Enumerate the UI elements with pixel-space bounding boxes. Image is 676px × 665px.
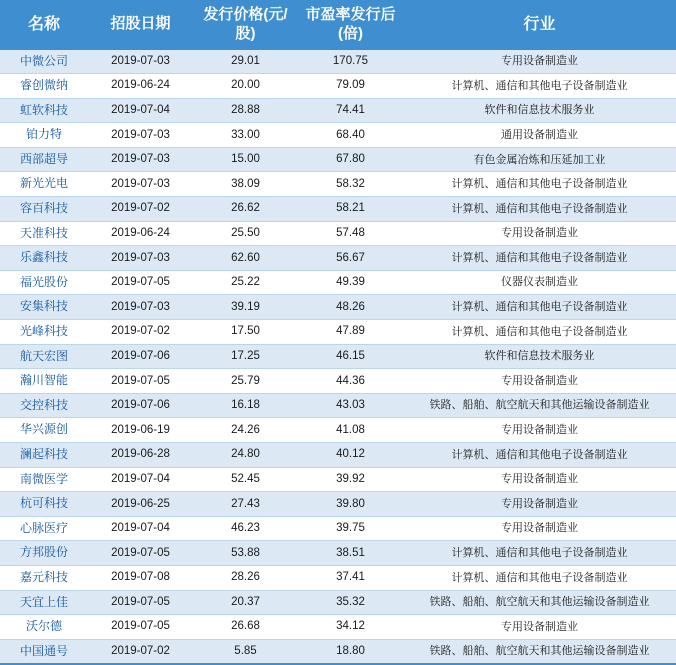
column-header-pe: 市盈率发行后(倍) (298, 0, 403, 50)
cell-offering-date: 2019-07-03 (88, 246, 193, 271)
column-header-industry: 行业 (403, 0, 676, 50)
cell-offering-date: 2019-06-19 (88, 418, 193, 443)
cell-industry: 有色金属冶炼和压延加工业 (403, 147, 676, 172)
cell-pe-ratio: 170.75 (298, 50, 403, 74)
cell-stock-name: 方邦股份 (0, 541, 88, 566)
cell-offering-date: 2019-07-05 (88, 590, 193, 615)
cell-issue-price: 17.25 (193, 344, 298, 369)
table-row (0, 147, 676, 172)
cell-stock-name: 铂力特 (0, 123, 88, 148)
cell-pe-ratio: 68.40 (298, 123, 403, 148)
table-row (0, 467, 676, 492)
cell-offering-date: 2019-07-02 (88, 320, 193, 345)
table-body (0, 50, 676, 665)
cell-offering-date: 2019-06-25 (88, 492, 193, 517)
table-row (0, 492, 676, 517)
cell-stock-name: 福光股份 (0, 270, 88, 295)
table-row (0, 443, 676, 468)
cell-offering-date: 2019-07-05 (88, 270, 193, 295)
cell-offering-date: 2019-07-02 (88, 639, 193, 664)
cell-pe-ratio: 35.32 (298, 590, 403, 615)
cell-pe-ratio: 58.21 (298, 197, 403, 222)
cell-pe-ratio: 46.15 (298, 344, 403, 369)
cell-industry: 计算机、通信和其他电子设备制造业 (403, 295, 676, 320)
cell-stock-name: 容百科技 (0, 197, 88, 222)
cell-stock-name: 虹软科技 (0, 98, 88, 123)
cell-industry: 专用设备制造业 (403, 492, 676, 517)
table-row (0, 565, 676, 590)
cell-pe-ratio: 58.32 (298, 172, 403, 197)
cell-pe-ratio: 39.75 (298, 516, 403, 541)
cell-industry: 专用设备制造业 (403, 369, 676, 394)
cell-stock-name: 瀚川智能 (0, 369, 88, 394)
cell-issue-price: 25.22 (193, 270, 298, 295)
cell-offering-date: 2019-07-03 (88, 172, 193, 197)
cell-offering-date: 2019-07-05 (88, 541, 193, 566)
cell-industry: 软件和信息技术服务业 (403, 98, 676, 123)
table-row (0, 246, 676, 271)
cell-issue-price: 17.50 (193, 320, 298, 345)
cell-pe-ratio: 67.80 (298, 147, 403, 172)
cell-issue-price: 62.60 (193, 246, 298, 271)
cell-industry: 计算机、通信和其他电子设备制造业 (403, 246, 676, 271)
cell-issue-price: 5.85 (193, 639, 298, 664)
cell-stock-name: 嘉元科技 (0, 565, 88, 590)
cell-stock-name: 南微医学 (0, 467, 88, 492)
table-row (0, 50, 676, 74)
cell-industry: 软件和信息技术服务业 (403, 344, 676, 369)
cell-issue-price: 20.37 (193, 590, 298, 615)
cell-stock-name: 中微公司 (0, 50, 88, 74)
table-row (0, 320, 676, 345)
cell-pe-ratio: 74.41 (298, 98, 403, 123)
cell-stock-name: 中国通号 (0, 639, 88, 664)
cell-industry: 计算机、通信和其他电子设备制造业 (403, 320, 676, 345)
cell-industry: 铁路、船舶、航空航天和其他运输设备制造业 (403, 393, 676, 418)
cell-pe-ratio: 48.26 (298, 295, 403, 320)
cell-issue-price: 53.88 (193, 541, 298, 566)
cell-pe-ratio: 57.48 (298, 221, 403, 246)
cell-stock-name: 乐鑫科技 (0, 246, 88, 271)
cell-stock-name: 航天宏图 (0, 344, 88, 369)
cell-offering-date: 2019-07-08 (88, 565, 193, 590)
table-row (0, 590, 676, 615)
table-row (0, 197, 676, 222)
table-row (0, 172, 676, 197)
table-row (0, 541, 676, 566)
cell-pe-ratio: 56.67 (298, 246, 403, 271)
cell-issue-price: 46.23 (193, 516, 298, 541)
cell-offering-date: 2019-06-24 (88, 221, 193, 246)
cell-offering-date: 2019-07-06 (88, 344, 193, 369)
cell-pe-ratio: 38.51 (298, 541, 403, 566)
cell-pe-ratio: 43.03 (298, 393, 403, 418)
cell-stock-name: 西部超导 (0, 147, 88, 172)
cell-issue-price: 25.50 (193, 221, 298, 246)
cell-pe-ratio: 41.08 (298, 418, 403, 443)
cell-industry: 铁路、船舶、航空航天和其他运输设备制造业 (403, 590, 676, 615)
cell-issue-price: 27.43 (193, 492, 298, 517)
cell-industry: 计算机、通信和其他电子设备制造业 (403, 172, 676, 197)
cell-stock-name: 光峰科技 (0, 320, 88, 345)
cell-offering-date: 2019-07-05 (88, 615, 193, 640)
cell-issue-price: 39.19 (193, 295, 298, 320)
cell-pe-ratio: 39.92 (298, 467, 403, 492)
cell-issue-price: 26.68 (193, 615, 298, 640)
cell-pe-ratio: 39.80 (298, 492, 403, 517)
cell-offering-date: 2019-07-03 (88, 147, 193, 172)
cell-industry: 计算机、通信和其他电子设备制造业 (403, 74, 676, 99)
cell-pe-ratio: 47.89 (298, 320, 403, 345)
cell-issue-price: 52.45 (193, 467, 298, 492)
cell-offering-date: 2019-07-05 (88, 369, 193, 394)
cell-stock-name: 沃尔德 (0, 615, 88, 640)
table-row (0, 98, 676, 123)
table-row (0, 639, 676, 664)
column-header-name: 名称 (0, 0, 88, 50)
cell-issue-price: 24.80 (193, 443, 298, 468)
cell-industry: 专用设备制造业 (403, 516, 676, 541)
cell-offering-date: 2019-06-24 (88, 74, 193, 99)
table-row (0, 344, 676, 369)
cell-industry: 仪器仪表制造业 (403, 270, 676, 295)
cell-stock-name: 安集科技 (0, 295, 88, 320)
cell-industry: 专用设备制造业 (403, 221, 676, 246)
cell-pe-ratio: 44.36 (298, 369, 403, 394)
cell-issue-price: 25.79 (193, 369, 298, 394)
cell-issue-price: 15.00 (193, 147, 298, 172)
cell-issue-price: 24.26 (193, 418, 298, 443)
cell-offering-date: 2019-07-04 (88, 467, 193, 492)
cell-issue-price: 16.18 (193, 393, 298, 418)
cell-industry: 专用设备制造业 (403, 467, 676, 492)
cell-industry: 计算机、通信和其他电子设备制造业 (403, 541, 676, 566)
cell-pe-ratio: 40.12 (298, 443, 403, 468)
column-header-date: 招股日期 (88, 0, 193, 50)
cell-offering-date: 2019-07-04 (88, 516, 193, 541)
cell-stock-name: 睿创微纳 (0, 74, 88, 99)
table-row (0, 270, 676, 295)
cell-pe-ratio: 18.80 (298, 639, 403, 664)
cell-stock-name: 杭可科技 (0, 492, 88, 517)
column-header-price: 发行价格(元/股) (193, 0, 298, 50)
table-header-row (0, 0, 676, 50)
cell-offering-date: 2019-07-03 (88, 123, 193, 148)
cell-stock-name: 华兴源创 (0, 418, 88, 443)
cell-issue-price: 28.26 (193, 565, 298, 590)
cell-offering-date: 2019-07-03 (88, 295, 193, 320)
cell-offering-date: 2019-07-06 (88, 393, 193, 418)
table-row (0, 615, 676, 640)
cell-issue-price: 33.00 (193, 123, 298, 148)
table-header (0, 0, 676, 50)
cell-offering-date: 2019-07-02 (88, 197, 193, 222)
cell-industry: 铁路、船舶、航空航天和其他运输设备制造业 (403, 639, 676, 664)
cell-stock-name: 天准科技 (0, 221, 88, 246)
table-row (0, 418, 676, 443)
cell-stock-name: 澜起科技 (0, 443, 88, 468)
cell-stock-name: 新光光电 (0, 172, 88, 197)
cell-industry: 专用设备制造业 (403, 418, 676, 443)
cell-offering-date: 2019-06-28 (88, 443, 193, 468)
table-row (0, 221, 676, 246)
cell-stock-name: 心脉医疗 (0, 516, 88, 541)
cell-issue-price: 38.09 (193, 172, 298, 197)
cell-industry: 专用设备制造业 (403, 615, 676, 640)
cell-pe-ratio: 34.12 (298, 615, 403, 640)
cell-issue-price: 29.01 (193, 50, 298, 74)
cell-industry: 计算机、通信和其他电子设备制造业 (403, 443, 676, 468)
table-row (0, 516, 676, 541)
cell-industry: 通用设备制造业 (403, 123, 676, 148)
cell-pe-ratio: 37.41 (298, 565, 403, 590)
cell-stock-name: 交控科技 (0, 393, 88, 418)
cell-issue-price: 28.88 (193, 98, 298, 123)
cell-industry: 计算机、通信和其他电子设备制造业 (403, 197, 676, 222)
cell-issue-price: 20.00 (193, 74, 298, 99)
cell-offering-date: 2019-07-04 (88, 98, 193, 123)
cell-stock-name: 天宜上佳 (0, 590, 88, 615)
table-row (0, 369, 676, 394)
cell-industry: 专用设备制造业 (403, 50, 676, 74)
table-row (0, 74, 676, 99)
cell-issue-price: 26.62 (193, 197, 298, 222)
table-row (0, 123, 676, 148)
cell-industry: 计算机、通信和其他电子设备制造业 (403, 565, 676, 590)
cell-offering-date: 2019-07-03 (88, 50, 193, 74)
cell-pe-ratio: 49.39 (298, 270, 403, 295)
table-row (0, 393, 676, 418)
cell-pe-ratio: 79.09 (298, 74, 403, 99)
table-row (0, 295, 676, 320)
